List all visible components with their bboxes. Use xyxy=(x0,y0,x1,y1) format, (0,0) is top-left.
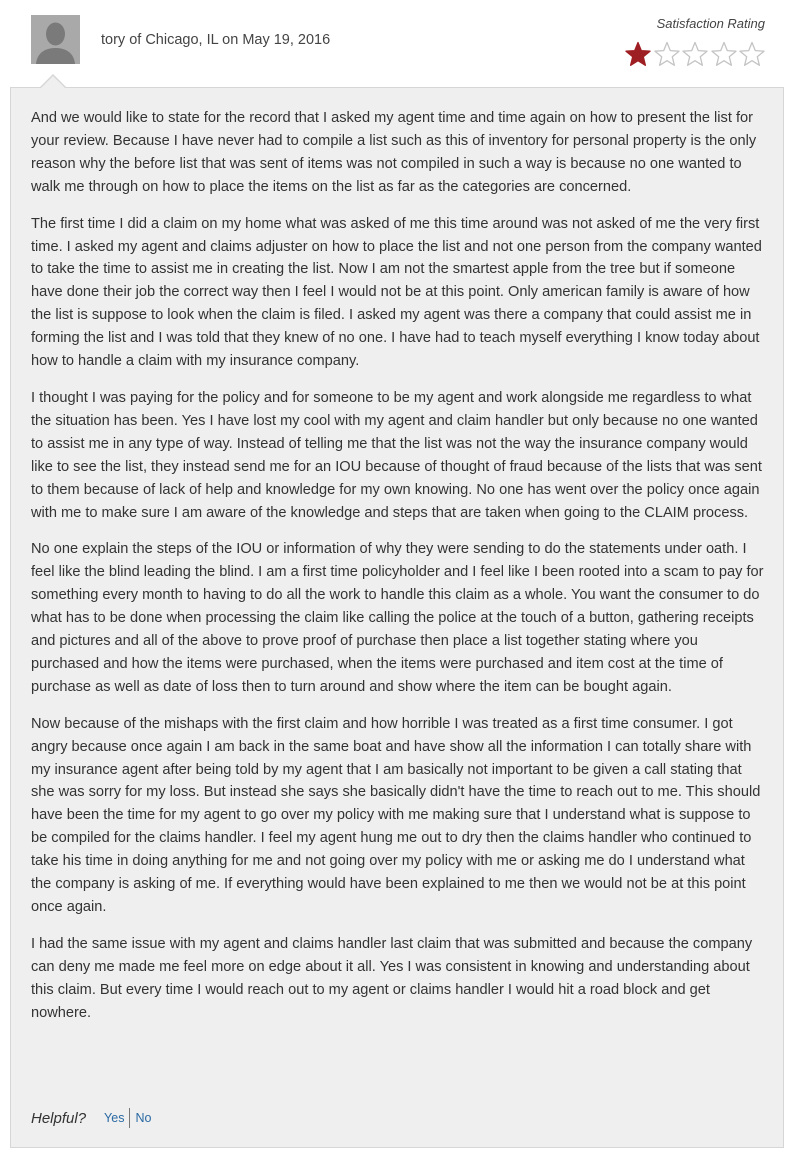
review-paragraph: The first time I did a claim on my home what was asked of me this time around was not asked of me the very first time. I asked my agent and claims adjuster on how to place the list and not one person from the company wanted to take the time to assist me in creating the list. Now I am not the smartest apple from the tree but if someone have done their job the correct way then I feel I would not be at this point. Only american family is aware of how the list is suppose to look when the claim is filed. I asked my agent was there a company that could assist me in forming the list and I was told that they knew of no one. I have had to teach myself everything I know today about how to handle a claim with my insurance company. xyxy=(31,215,762,370)
star-outline-icon xyxy=(738,40,767,68)
review-paragraph: No one explain the steps of the IOU or information of why they were sending to do the statements under oath. I feel like the blind leading the blind. I am a first time policyholder and I feel like I been rooted into a scam to pay for something every month to having to do all the work to handle this claim as a whole. You want the consumer to do what has to be done when processing the claim like calling the police at the touch of a button, gathering receipts and pictures and all of the above to prove proof of purchase then place a list together stating where you purchased and how the items were purchased, when the items were purchased and item cost at the time of purchase as well as date of loss then to turn around and show where the item can be bought again. xyxy=(31,541,764,695)
review-body xyxy=(31,107,769,1039)
helpful-label: Helpful? xyxy=(31,1109,87,1127)
star-outline-icon xyxy=(653,40,682,68)
satisfaction-rating-label: Satisfaction Rating xyxy=(656,16,765,31)
review-paragraph: I thought I was paying for the policy and for someone to be my agent and work alongside me regardless to what the situation has been. Yes I have lost my cool with my agent and claim handler but only because no one wanted to assist me in any type of way. Instead of telling me that the list was not the way the insurance company would like to see the list, they instead send me for an IOU because of thought of fraud because of the lists that was sent to them because of lack of help and knowledge for my own knowing. No one has went over the policy once again with me to make sure I am aware of the knowledge and steps that are taken when going to the CLAIM process. xyxy=(31,389,762,521)
star-filled-icon xyxy=(624,40,653,68)
helpful-vote xyxy=(31,1108,151,1128)
review-paragraph: I had the same issue with my agent and claims handler last claim that was submitted and because the company can deny me made me feel more on edge about it all. Yes I was consistent in knowing and understanding about this claim. But every time I would reach out to my agent or claims handler I would hit a road block and get nowhere. xyxy=(31,935,753,1021)
user-silhouette-icon xyxy=(31,15,80,64)
vote-divider xyxy=(129,1108,130,1128)
review-paragraph: Now because of the mishaps with the first claim and how horrible I was treated as a first time consumer. I got angry because once again I am back in the same boat and have show all the information I can totally share with my insurance agent after being told by my agent that I am basically not important to be given a call stating that she was sorry for my loss. But instead she says she basically didn't have the time to reach out to me. This should have been the time for my agent to go over my policy with me making sure that I understand what is suppose to be compiled for the claims handler. I feel my agent hung me out to dry then the claims handler who continued to take his time in doing anything for me and not going over my policy with me or asking me do I understand what the company is asking of me. If everything would have been explained to me then we would not be at this point once again. xyxy=(31,715,761,915)
helpful-no-link[interactable]: No xyxy=(135,1111,152,1125)
star-outline-icon xyxy=(681,40,710,68)
bubble-pointer-fill xyxy=(40,76,66,89)
reviewer-info: tory of Chicago, IL on May 19, 2016 xyxy=(101,32,331,48)
avatar xyxy=(31,15,80,64)
star-outline-icon xyxy=(710,40,739,68)
helpful-yes-link[interactable]: Yes xyxy=(104,1111,125,1125)
star-rating xyxy=(624,40,767,68)
review-paragraph: And we would like to state for the record that I asked my agent time and time again on how to present the list for your review. Because I have never had to compile a list such as this of inventory for personal property is the only reason why the before list that was sent of items was not compiled in such a way is because no one wanted to walk me through on how to place the items on the list as far as the categories are concerned. xyxy=(31,110,757,195)
